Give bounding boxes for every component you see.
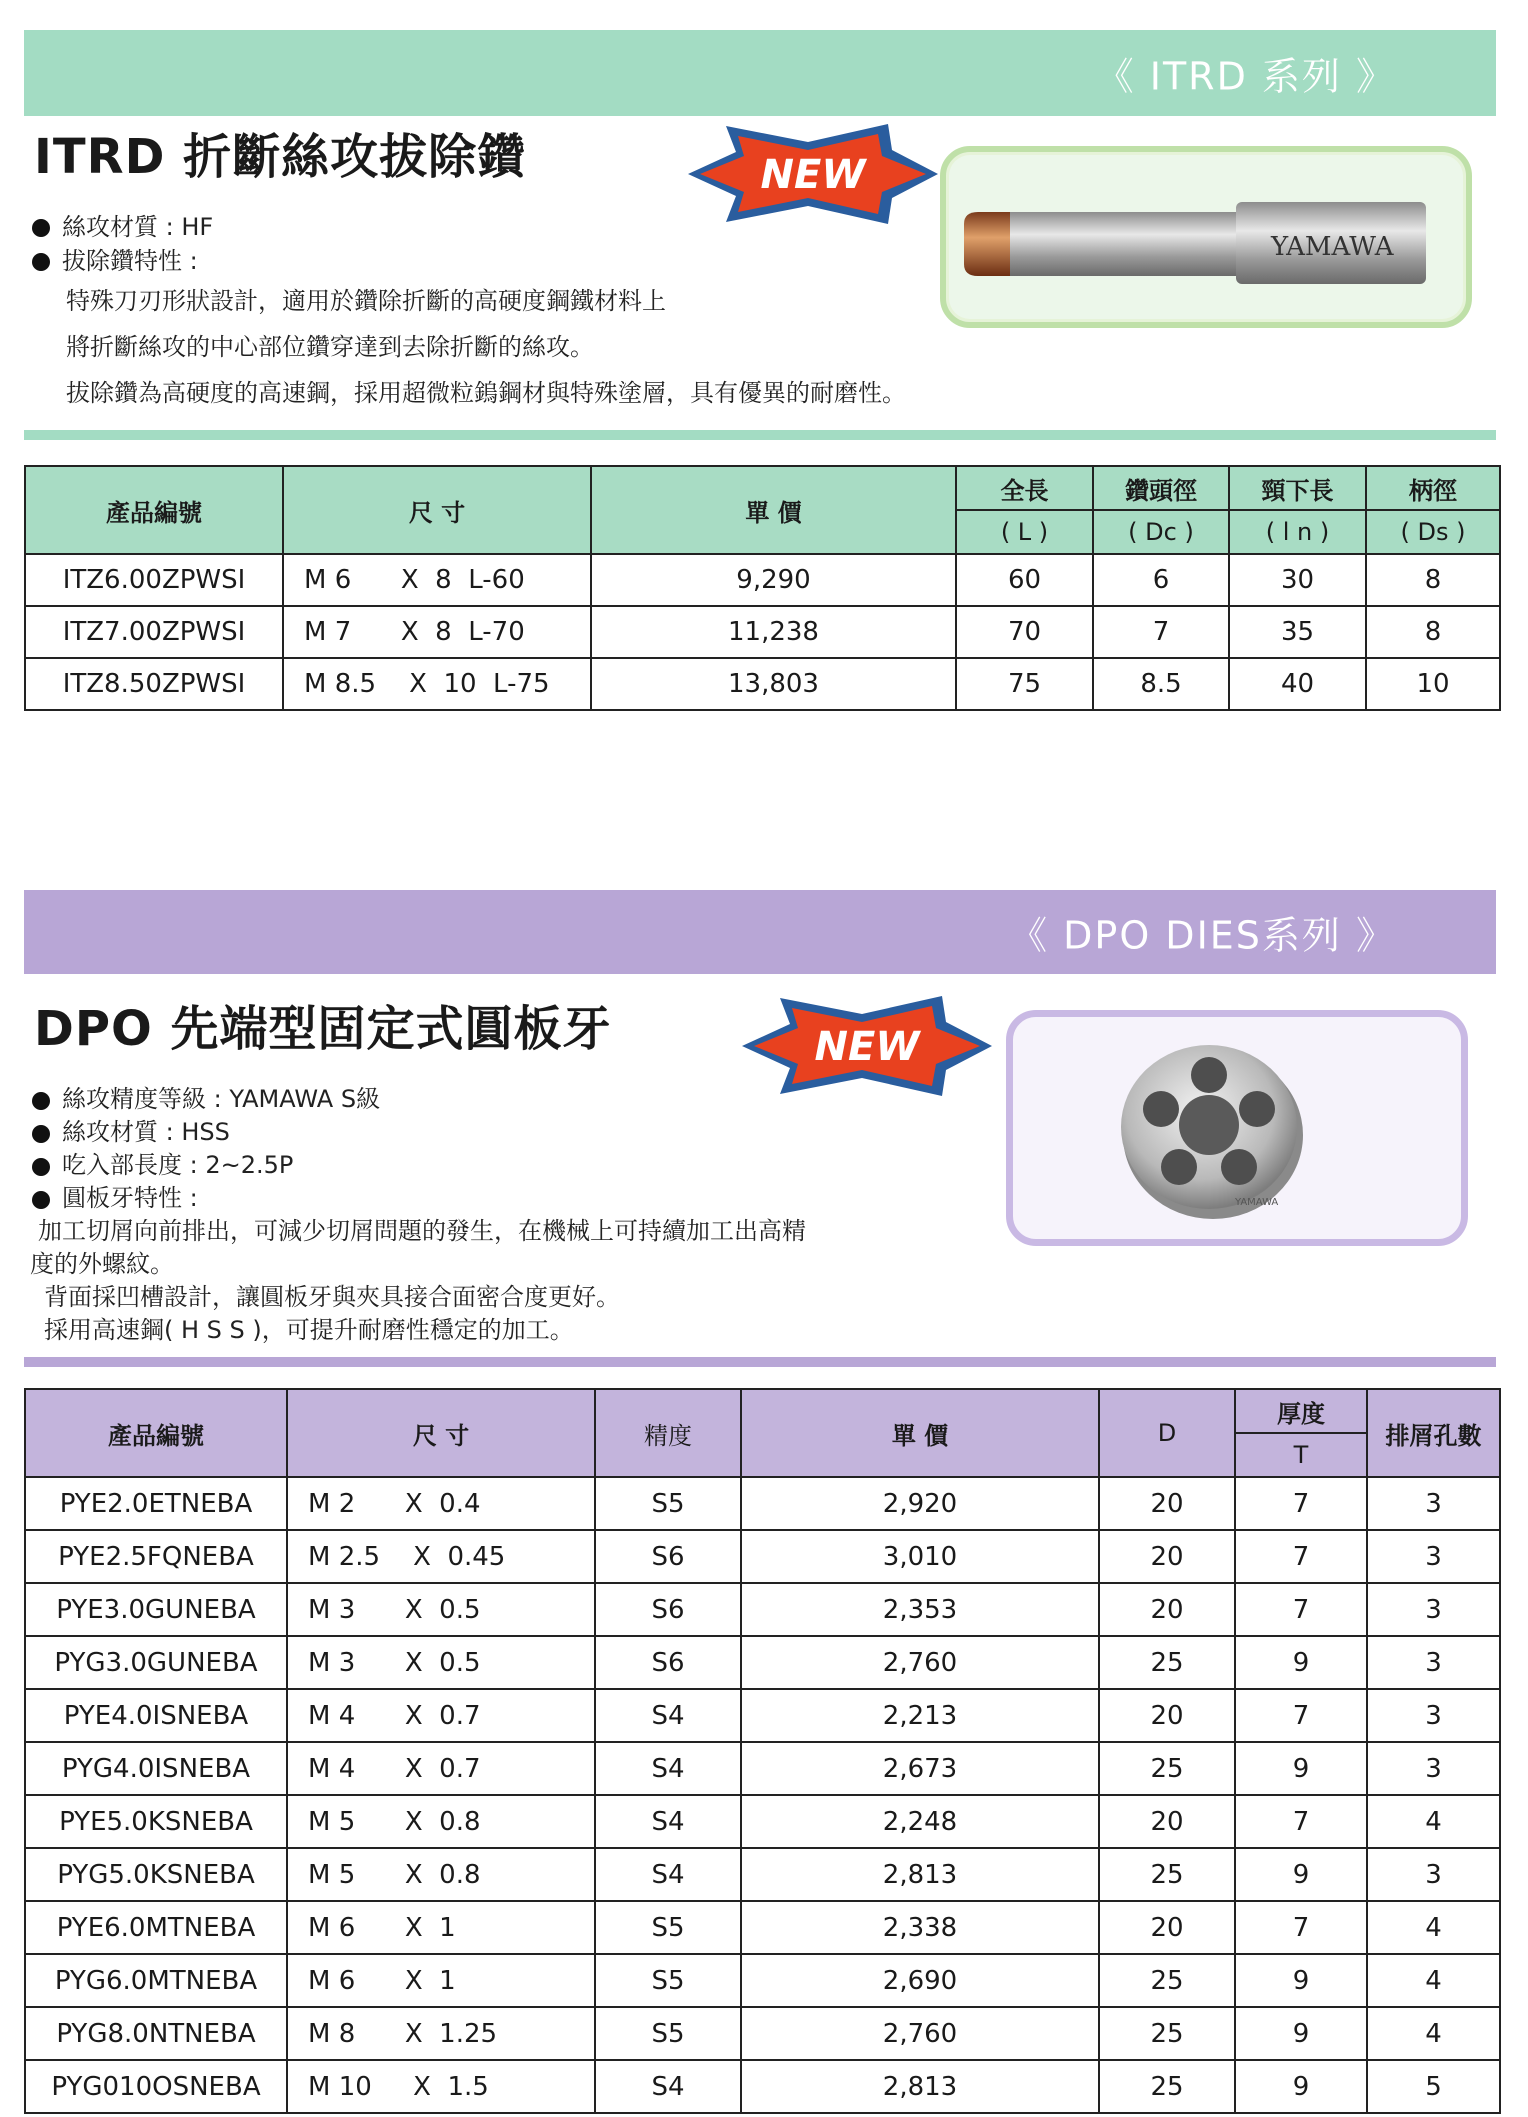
die-icon (1013, 1017, 1461, 1239)
dpo-bullet-grade: 絲攻精度等級 : YAMAWA S級 (30, 1083, 806, 1116)
header-code: 產品編號 (25, 1389, 287, 1477)
cell-size: M 5 X 0.8 (287, 1795, 595, 1848)
cell-thickness: 9 (1235, 1742, 1367, 1795)
cell-thickness: 9 (1235, 2060, 1367, 2113)
cell-grade: S6 (595, 1530, 741, 1583)
cell-size: M 6 X 1 (287, 1954, 595, 2007)
cell-length: 60 (956, 554, 1093, 606)
header-thickness-sub: T (1235, 1433, 1367, 1477)
cell-diameter: 20 (1099, 1901, 1235, 1954)
cell-thickness: 9 (1235, 1848, 1367, 1901)
dpo-new-badge-text: NEW (814, 1024, 920, 1070)
itrd-bullet-material: 絲攻材質 : HF (30, 210, 906, 244)
cell-chip-holes: 4 (1367, 1901, 1500, 1954)
cell-shank-dia: 10 (1366, 658, 1500, 710)
dpo-desc-3: 背面採凹槽設計，讓圓板牙與夾具接合面密合度更好。 (44, 1283, 620, 1311)
dpo-bullet-feature: 圓板牙特性 : (30, 1182, 806, 1215)
header-neck-length: 頸下長 (1229, 466, 1366, 510)
cell-grade: S5 (595, 1954, 741, 2007)
cell-chip-holes: 4 (1367, 2007, 1500, 2060)
dpo-series-band (24, 890, 1496, 974)
cell-thickness: 7 (1235, 1689, 1367, 1742)
cell-length: 75 (956, 658, 1093, 710)
cell-thickness: 7 (1235, 1901, 1367, 1954)
cell-grade: S6 (595, 1636, 741, 1689)
cell-price: 2,760 (741, 2007, 1099, 2060)
table-row (25, 1530, 1500, 1583)
cell-code: PYE2.5FQNEBA (25, 1530, 287, 1583)
dpo-bullet-material: 絲攻材質 : HSS (30, 1116, 806, 1149)
table-row (25, 1477, 1500, 1530)
cell-thickness: 7 (1235, 1795, 1367, 1848)
cell-diameter: 20 (1099, 1583, 1235, 1636)
cell-size: M 3 X 0.5 (287, 1583, 595, 1636)
cell-diameter: 20 (1099, 1477, 1235, 1530)
cell-price: 2,353 (741, 1583, 1099, 1636)
header-code: 產品編號 (25, 466, 283, 554)
cell-drill-dia: 6 (1093, 554, 1229, 606)
table-row (25, 1795, 1500, 1848)
header-drill-dia: 鑽頭徑 (1093, 466, 1229, 510)
cell-grade: S4 (595, 1795, 741, 1848)
itrd-drill-photo (940, 146, 1472, 328)
cell-length: 70 (956, 606, 1093, 658)
cell-chip-holes: 3 (1367, 1583, 1500, 1636)
cell-price: 2,813 (741, 2060, 1099, 2113)
header-price: 單 價 (741, 1389, 1099, 1477)
table-row (25, 1636, 1500, 1689)
dpo-product-table (24, 1388, 1501, 2114)
cell-chip-holes: 3 (1367, 1530, 1500, 1583)
cell-grade: S4 (595, 1848, 741, 1901)
cell-drill-dia: 8.5 (1093, 658, 1229, 710)
itrd-product-table (24, 465, 1501, 711)
cell-chip-holes: 5 (1367, 2060, 1500, 2113)
header-size: 尺 寸 (283, 466, 591, 554)
cell-size: M 8.5 X 10 L-75 (283, 658, 591, 710)
cell-size: M 5 X 0.8 (287, 1848, 595, 1901)
cell-code: ITZ7.00ZPWSI (25, 606, 283, 658)
cell-chip-holes: 4 (1367, 1795, 1500, 1848)
cell-size: M 4 X 0.7 (287, 1689, 595, 1742)
cell-price: 2,690 (741, 1954, 1099, 2007)
cell-size: M 6 X 1 (287, 1901, 595, 1954)
cell-price: 2,248 (741, 1795, 1099, 1848)
itrd-series-label: 《 ITRD 系列 》 (1095, 54, 1396, 99)
cell-price: 2,338 (741, 1901, 1099, 1954)
cell-price: 2,213 (741, 1689, 1099, 1742)
cell-price: 2,760 (741, 1636, 1099, 1689)
cell-size: M 6 X 8 L-60 (283, 554, 591, 606)
header-shank-dia-sub: ( Ds ) (1366, 510, 1500, 554)
cell-thickness: 9 (1235, 1636, 1367, 1689)
cell-size: M 3 X 0.5 (287, 1636, 595, 1689)
cell-price: 9,290 (591, 554, 956, 606)
cell-grade: S5 (595, 1901, 741, 1954)
itrd-photo-brand: YAMAWA (1271, 232, 1394, 262)
cell-shank-dia: 8 (1366, 606, 1500, 658)
cell-diameter: 25 (1099, 1954, 1235, 2007)
cell-price: 3,010 (741, 1530, 1099, 1583)
cell-grade: S4 (595, 1742, 741, 1795)
table-row (25, 554, 1500, 606)
header-price: 單 價 (591, 466, 956, 554)
cell-code: PYG8.0NTNEBA (25, 2007, 287, 2060)
cell-price: 2,813 (741, 1848, 1099, 1901)
cell-grade: S4 (595, 1689, 741, 1742)
itrd-title: ITRD 折斷絲攻拔除鑽 (34, 129, 527, 185)
cell-diameter: 25 (1099, 2060, 1235, 2113)
cell-chip-holes: 3 (1367, 1477, 1500, 1530)
cell-price: 11,238 (591, 606, 956, 658)
cell-code: PYG5.0KSNEBA (25, 1848, 287, 1901)
table-row (25, 1742, 1500, 1795)
cell-size: M 10 X 1.5 (287, 2060, 595, 2113)
header-neck-length-sub: ( l n ) (1229, 510, 1366, 554)
dpo-desc-2: 度的外螺紋。 (30, 1250, 174, 1278)
cell-code: PYG3.0GUNEBA (25, 1636, 287, 1689)
cell-neck-length: 35 (1229, 606, 1366, 658)
table-row (25, 2007, 1500, 2060)
cell-code: PYG010OSNEBA (25, 2060, 287, 2113)
itrd-desc-2: 將折斷絲攻的中心部位鑽穿達到去除折斷的絲攻。 (66, 333, 594, 361)
cell-grade: S5 (595, 2007, 741, 2060)
header-length-sub: ( L ) (956, 510, 1093, 554)
cell-code: PYE3.0GUNEBA (25, 1583, 287, 1636)
table-row (25, 1689, 1500, 1742)
cell-size: M 8 X 1.25 (287, 2007, 595, 2060)
header-grade: 精度 (595, 1389, 741, 1477)
table-row (25, 658, 1500, 710)
itrd-desc-1: 特殊刀刃形狀設計，適用於鑽除折斷的高硬度鋼鐵材料上 (66, 287, 666, 315)
cell-chip-holes: 3 (1367, 1689, 1500, 1742)
drill-icon (946, 152, 1466, 322)
itrd-series-band (24, 30, 1496, 116)
dpo-title: DPO 先端型固定式圓板牙 (34, 1001, 612, 1057)
cell-chip-holes: 3 (1367, 1636, 1500, 1689)
cell-chip-holes: 3 (1367, 1848, 1500, 1901)
dpo-bullet-chamfer: 吃入部長度 : 2~2.5P (30, 1149, 806, 1182)
cell-size: M 4 X 0.7 (287, 1742, 595, 1795)
cell-code: PYE6.0MTNEBA (25, 1901, 287, 1954)
cell-code: PYG6.0MTNEBA (25, 1954, 287, 2007)
dpo-photo-brand: YAMAWA (1235, 1197, 1279, 1208)
cell-grade: S5 (595, 1477, 741, 1530)
cell-code: PYG4.0ISNEBA (25, 1742, 287, 1795)
cell-code: ITZ8.50ZPWSI (25, 658, 283, 710)
table-row (25, 1901, 1500, 1954)
itrd-desc-3: 拔除鑽為高硬度的高速鋼，採用超微粒鎢鋼材與特殊塗層，具有優異的耐磨性。 (66, 379, 906, 407)
cell-thickness: 7 (1235, 1583, 1367, 1636)
header-thickness: 厚度 (1235, 1389, 1367, 1433)
cell-diameter: 25 (1099, 1636, 1235, 1689)
cell-shank-dia: 8 (1366, 554, 1500, 606)
cell-chip-holes: 3 (1367, 1742, 1500, 1795)
cell-price: 2,673 (741, 1742, 1099, 1795)
cell-thickness: 9 (1235, 2007, 1367, 2060)
header-drill-dia-sub: ( Dc ) (1093, 510, 1229, 554)
cell-chip-holes: 4 (1367, 1954, 1500, 2007)
cell-size: M 2 X 0.4 (287, 1477, 595, 1530)
header-length: 全長 (956, 466, 1093, 510)
cell-neck-length: 30 (1229, 554, 1366, 606)
cell-price: 2,920 (741, 1477, 1099, 1530)
cell-code: PYE2.0ETNEBA (25, 1477, 287, 1530)
cell-diameter: 25 (1099, 1742, 1235, 1795)
cell-grade: S6 (595, 1583, 741, 1636)
cell-code: PYE5.0KSNEBA (25, 1795, 287, 1848)
cell-code: ITZ6.00ZPWSI (25, 554, 283, 606)
cell-diameter: 25 (1099, 1848, 1235, 1901)
cell-drill-dia: 7 (1093, 606, 1229, 658)
dpo-feature-list (30, 1083, 806, 1347)
dpo-series-label: 《 DPO DIES系列 》 (1009, 913, 1396, 958)
table-row (25, 1848, 1500, 1901)
table-row (25, 2060, 1500, 2113)
header-diameter: D (1099, 1389, 1235, 1477)
table-row (25, 1583, 1500, 1636)
cell-diameter: 20 (1099, 1530, 1235, 1583)
itrd-divider (24, 430, 1496, 440)
dpo-die-photo (1006, 1010, 1468, 1246)
header-chip-holes: 排屑孔數 (1367, 1389, 1500, 1477)
cell-size: M 2.5 X 0.45 (287, 1530, 595, 1583)
itrd-bullet-feature: 拔除鑽特性 : (30, 244, 906, 278)
dpo-desc-4: 採用高速鋼( H S S )，可提升耐磨性穩定的加工。 (44, 1316, 574, 1344)
dpo-desc-1: 加工切屑向前排出，可減少切屑問題的發生，在機械上可持續加工出高精 (38, 1217, 806, 1245)
table-row (25, 606, 1500, 658)
cell-diameter: 25 (1099, 2007, 1235, 2060)
cell-code: PYE4.0ISNEBA (25, 1689, 287, 1742)
cell-grade: S4 (595, 2060, 741, 2113)
cell-price: 13,803 (591, 658, 956, 710)
dpo-divider (24, 1357, 1496, 1367)
cell-diameter: 20 (1099, 1689, 1235, 1742)
table-row (25, 1954, 1500, 2007)
cell-neck-length: 40 (1229, 658, 1366, 710)
cell-thickness: 7 (1235, 1530, 1367, 1583)
cell-size: M 7 X 8 L-70 (283, 606, 591, 658)
cell-thickness: 7 (1235, 1477, 1367, 1530)
itrd-feature-list (30, 210, 906, 416)
cell-thickness: 9 (1235, 1954, 1367, 2007)
itrd-new-badge-text: NEW (760, 152, 866, 198)
header-size: 尺 寸 (287, 1389, 595, 1477)
cell-diameter: 20 (1099, 1795, 1235, 1848)
header-shank-dia: 柄徑 (1366, 466, 1500, 510)
